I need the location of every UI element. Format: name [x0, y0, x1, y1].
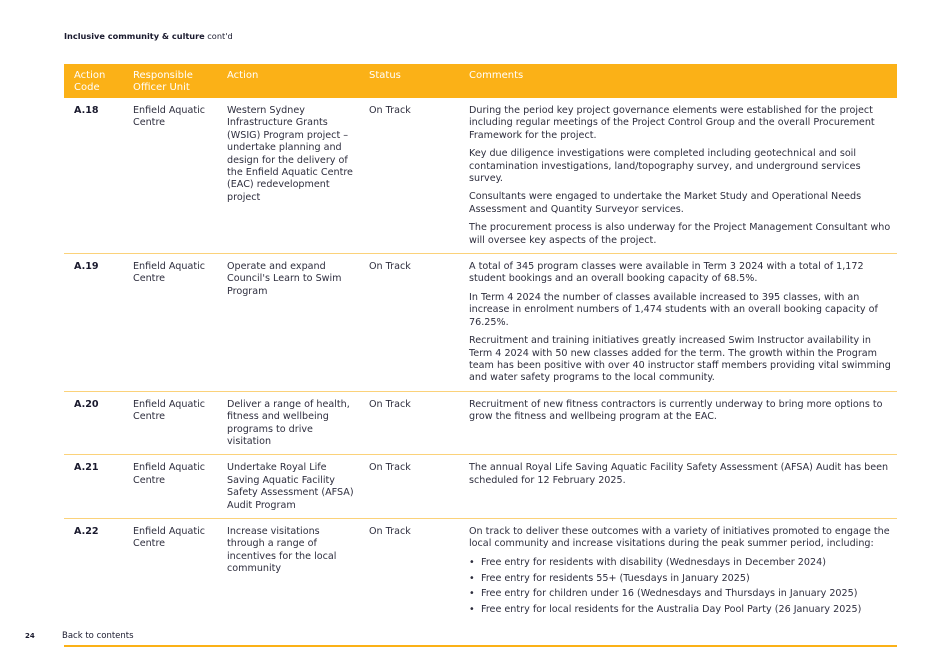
comments	[460, 98, 897, 254]
action-code: A.19	[64, 254, 124, 392]
actions-table	[64, 64, 897, 647]
back-to-contents-link[interactable]: Back to contents	[62, 631, 134, 641]
action-code: A.20	[64, 391, 124, 455]
action-description: Undertake Royal Life Saving Aquatic Facility Safety Assessment (AFSA) Audit Program	[218, 455, 360, 519]
comment-paragraph: The annual Royal Life Saving Aquatic Facility Safety Assessment (AFSA) Audit has been scheduled for 12 February 2025.	[469, 462, 889, 486]
responsible-unit: Enfield Aquatic Centre	[124, 98, 218, 254]
comments	[460, 391, 897, 455]
comment-paragraph: Recruitment and training initiatives greatly increased Swim Instructor availability in Term 4 2024 with 50 new classes added for the term. The growth within the Program team has been positive with over 40 instructor staff members providing vital swimming and water safety programs to the local community.	[469, 335, 891, 384]
list-item: • Free entry for local residents for the Australia Day Pool Party (26 January 2025)	[481, 604, 891, 616]
action-description: Deliver a range of health, fitness and wellbeing programs to drive visitation	[218, 391, 360, 455]
table-header-row	[64, 64, 897, 98]
action-description: Operate and expand Council's Learn to Swim Program	[218, 254, 360, 392]
comment-paragraph: On track to deliver these outcomes with a variety of initiatives promoted to engage the local community and increase visitations during the peak summer period, including:	[469, 525, 890, 550]
responsible-unit: Enfield Aquatic Centre	[124, 254, 218, 392]
header-comments: Comments	[460, 64, 897, 98]
incentives-list	[469, 557, 891, 617]
header-action-code: Action Code	[64, 64, 124, 98]
section-header	[64, 31, 233, 41]
list-item: • Free entry for residents with disability (Wednesdays in December 2024)	[481, 557, 891, 569]
status: On Track	[360, 391, 460, 455]
comment-paragraph: Recruitment of new fitness contractors is currently underway to bring more options to grow the fitness and wellbeing program at the EAC.	[469, 398, 883, 423]
table-row	[64, 254, 897, 392]
table-row	[64, 518, 897, 646]
section-title: Inclusive community & culture	[64, 31, 205, 41]
comments	[460, 518, 897, 646]
status: On Track	[360, 98, 460, 254]
action-code: A.21	[64, 455, 124, 519]
responsible-unit: Enfield Aquatic Centre	[124, 391, 218, 455]
section-title-suffix: cont'd	[204, 31, 233, 41]
comments	[460, 254, 897, 392]
header-status: Status	[360, 64, 460, 98]
comment-paragraph: A total of 345 program classes were available in Term 3 2024 with a total of 1,172 student bookings and an overall booking capacity of 68.5%.	[469, 261, 864, 285]
list-item: • Free entry for residents 55+ (Tuesdays in January 2025)	[481, 573, 891, 585]
header-responsible-officer-unit: Responsible Officer Unit	[124, 64, 218, 98]
comment-paragraph: Consultants were engaged to undertake the Market Study and Operational Needs Assessment and Quantity Surveyor services.	[469, 191, 862, 215]
status: On Track	[360, 254, 460, 392]
comments	[460, 455, 897, 519]
table-row	[64, 455, 897, 519]
status: On Track	[360, 455, 460, 519]
comment-paragraph: Key due diligence investigations were completed including geotechnical and soil contamination investigations, land/topography survey, and underground services survey.	[469, 148, 861, 185]
responsible-unit: Enfield Aquatic Centre	[124, 455, 218, 519]
table-row	[64, 98, 897, 254]
status: On Track	[360, 518, 460, 646]
action-code: A.22	[64, 518, 124, 646]
list-item: • Free entry for children under 16 (Wednesdays and Thursdays in January 2025)	[481, 588, 891, 600]
comment-paragraph: In Term 4 2024 the number of classes available increased to 395 classes, with an increase in enrolment numbers of 1,474 students with an overall booking capacity of 76.25%.	[469, 291, 878, 328]
responsible-unit: Enfield Aquatic Centre	[124, 518, 218, 646]
action-description: Western Sydney Infrastructure Grants (WSIG) Program project – undertake planning and design for the delivery of the Enfield Aquatic Centre (EAC) redevelopment project	[218, 98, 360, 254]
page-number: 24	[25, 632, 35, 640]
header-action: Action	[218, 64, 360, 98]
comment-paragraph: The procurement process is also underway for the Project Management Consultant who will oversee key aspects of the project.	[469, 222, 891, 246]
table-row	[64, 391, 897, 455]
comment-paragraph: During the period key project governance elements were established for the project including regular meetings of the Project Control Group and the overall Procurement Framework for the project.	[469, 105, 875, 141]
page-footer	[25, 631, 134, 641]
action-description: Increase visitations through a range of incentives for the local community	[218, 518, 360, 646]
action-code: A.18	[64, 98, 124, 254]
